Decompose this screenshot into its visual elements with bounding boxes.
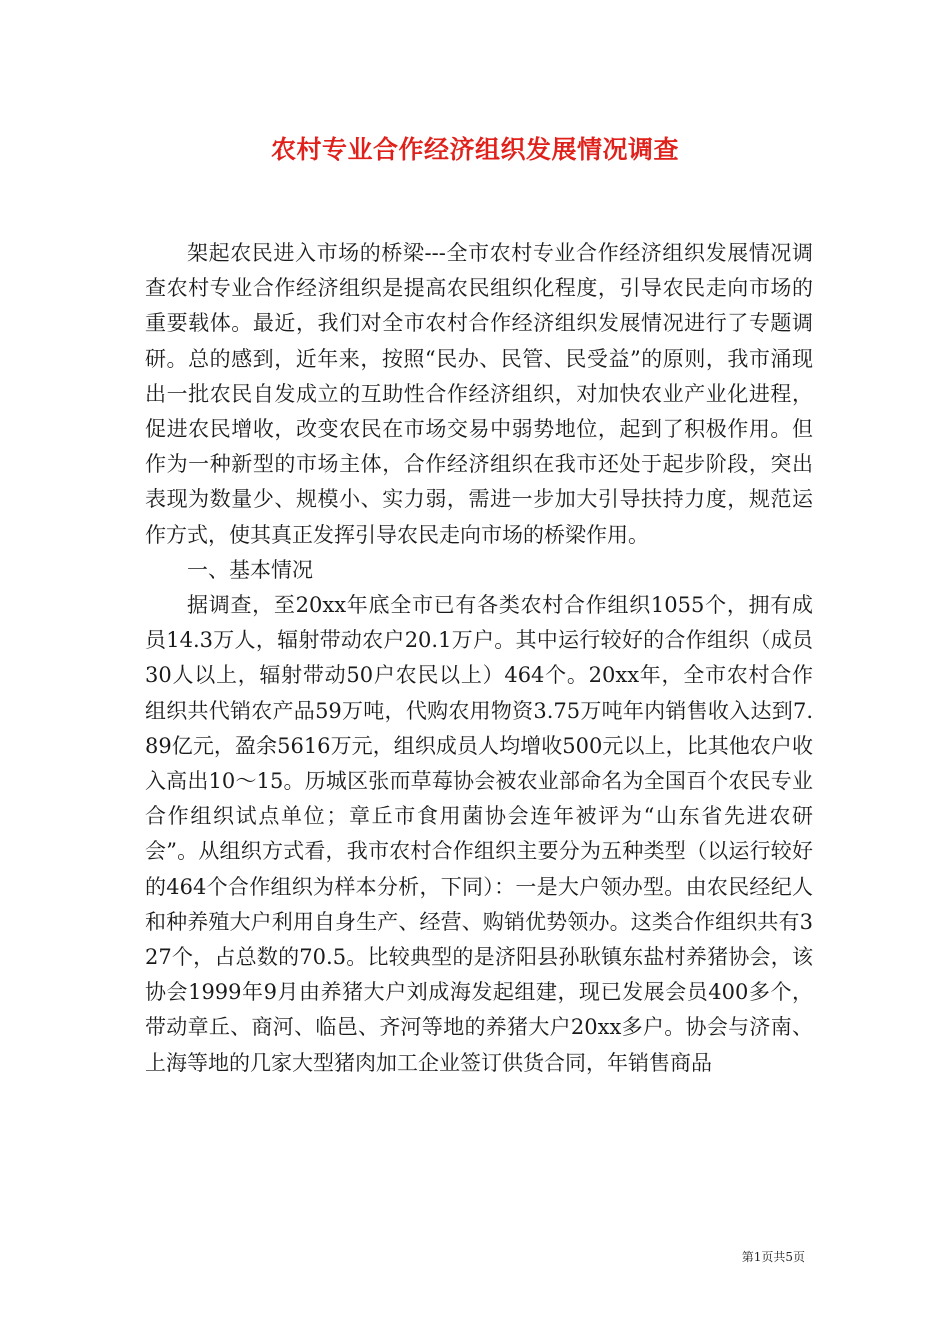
intro-paragraph: 架起农民进入市场的桥梁---全市农村专业合作经济组织发展情况调查农村专业合作经济组织是提高农民组织化程度，引导农民走向市场的重要载体。最近，我们对全市农村合作经济组织发展情况进行了专题调研。总的感到，近年来，按照“民办、民管、民受益”的原则，我市涌现出一批农民自发成立的互助性合作经济组织，对加快农业产业化进程，促进农民增收，改变农民在市场交易中弱势地位，起到了积极作用。但作为一种新型的市场主体，合作经济组织在我市还处于起步阶段，突出表现为数量少、规模小、实力弱，需进一步加大引导扶持力度，规范运作方式，使其真正发挥引导农民走向市场的桥梁作用。 [145, 241, 813, 547]
document-body [145, 236, 813, 1081]
section-heading: 一、基本情况 [187, 557, 313, 582]
section-paragraph: 据调查，至20xx年底全市已有各类农村合作组织1055个，拥有成员14.3万人，辐射带动农户20.1万户。其中运行较好的合作组织（成员30人以上，辐射带动50户农民以上）464个。20xx年，全市农村合作组织共代销农产品59万吨，代购农用物资3.75万吨年内销售收入达到7.89亿元，盈余5616万元，组织成员人均增收500元以上，比其他农户收入高出10～15。历城区张而草莓协会被农业部命名为全国百个农民专业合作组织试点单位；章丘市食用菌协会连年被评为“山东省先进农研会”。从组织方式看，我市农村合作组织主要分为五种类型（以运行较好的464个合作组织为样本分析，下同）：一是大户领办型。由农民经纪人和种养殖大户利用自身生产、经营、购销优势领办。这类合作组织共有327个，占总数的70.5。比较典型的是济阳县孙耿镇东盐村养猪协会，该协会1999年9月由养猪大户刘成海发起组建，现已发展会员400多个，带动章丘、商河、临邑、齐河等地的养猪大户20xx多户。协会与济南、上海等地的几家大型猪肉加工企业签订供货合同，年销售商品 [145, 593, 813, 1075]
page-title: 农村专业合作经济组织发展情况调查 [270, 135, 679, 164]
page-number: 第1页共5页 [741, 1250, 805, 1264]
